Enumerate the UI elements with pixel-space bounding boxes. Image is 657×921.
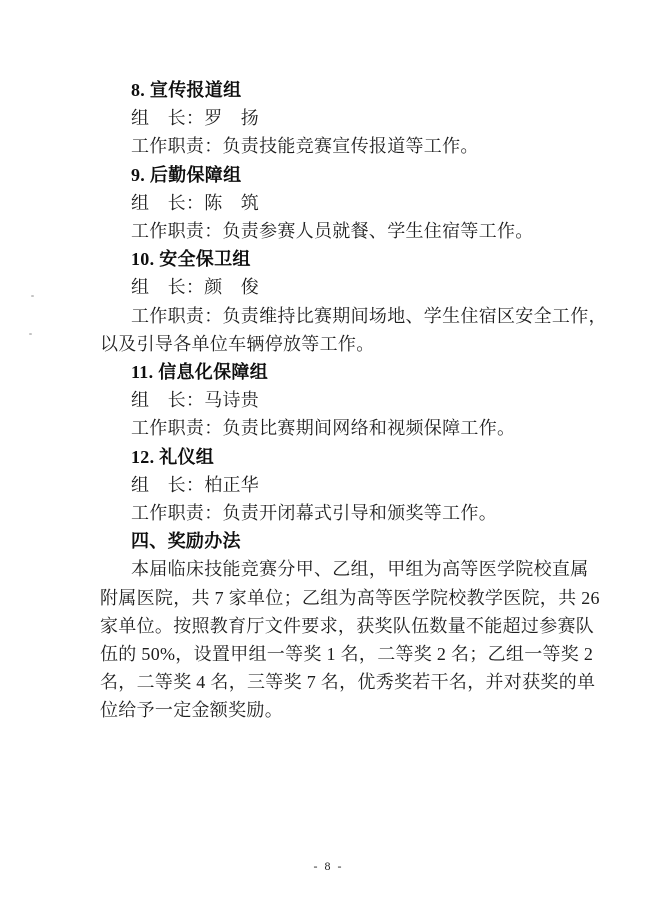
document-line: 9. 后勤保障组 <box>131 164 242 185</box>
document-line: 伍的 50%，设置甲组一等奖 1 名，二等奖 2 名；乙组一等奖 2 <box>100 644 594 665</box>
document-line: 工作职责：负责技能竞赛宣传报道等工作。 <box>131 136 479 157</box>
document-line: 四、奖励办法 <box>131 531 241 552</box>
scan-artifact <box>31 295 34 297</box>
document-line: 工作职责：负责参赛人员就餐、学生住宿等工作。 <box>131 221 534 242</box>
document-line: 附属医院，共 7 家单位；乙组为高等医学院校教学医院，共 26 <box>100 587 600 608</box>
document-line: 以及引导各单位车辆停放等工作。 <box>100 333 375 354</box>
document-line: 10. 安全保卫组 <box>131 249 251 270</box>
document-line: 8. 宣传报道组 <box>131 80 242 100</box>
document-line: 组 长：马诗贵 <box>131 390 260 411</box>
document-line: 名，二等奖 4 名，三等奖 7 名，优秀奖若干名，并对获奖的单 <box>100 672 596 693</box>
document-line: 12. 礼仪组 <box>131 446 215 467</box>
document-line: 工作职责：负责维持比赛期间场地、学生住宿区安全工作， <box>131 305 607 326</box>
document-line: 组 长：颜 俊 <box>131 277 260 298</box>
document-line: 组 长：罗 扬 <box>131 108 260 129</box>
document-line: 工作职责：负责开闭幕式引导和颁奖等工作。 <box>131 503 497 524</box>
document-line: 组 长：柏正华 <box>131 474 260 495</box>
document-line: 组 长：陈 筑 <box>131 192 260 213</box>
document-line: 11. 信息化保障组 <box>131 362 269 383</box>
document-line: 位给予一定金额奖励。 <box>100 700 283 721</box>
document-line: 家单位。按照教育厅文件要求，获奖队伍数量不能超过参赛队 <box>100 615 595 636</box>
scan-artifact <box>29 333 32 335</box>
page-number: - 8 - <box>313 859 344 873</box>
document-line: 本届临床技能竞赛分甲、乙组，甲组为高等医学院校直属 <box>131 559 589 580</box>
document-line: 工作职责：负责比赛期间网络和视频保障工作。 <box>131 418 516 439</box>
document-content <box>100 76 607 725</box>
